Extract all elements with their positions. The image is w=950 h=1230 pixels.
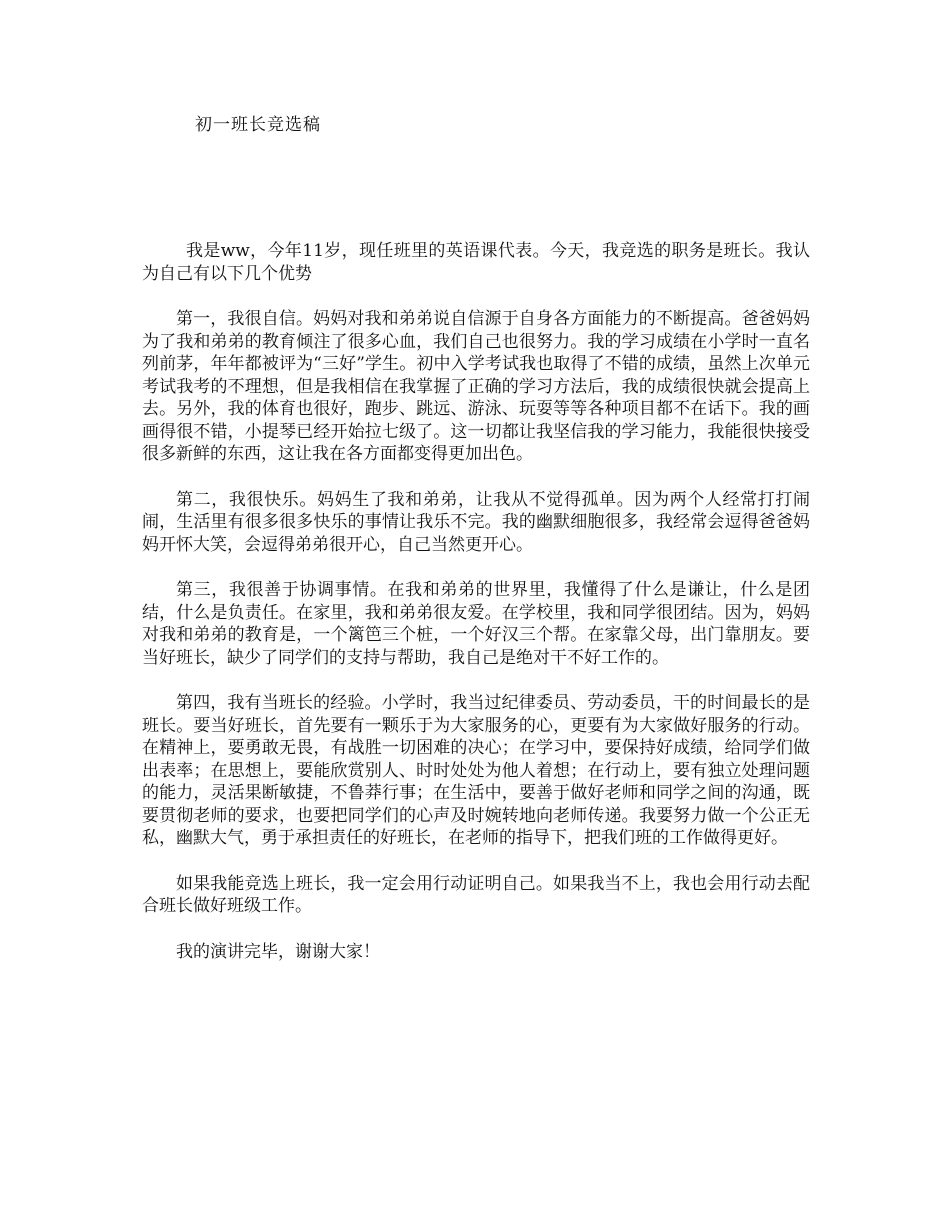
paragraph-closing: 我的演讲完毕，谢谢大家！: [176, 941, 380, 962]
document-title: 初一班长竞选稿: [195, 115, 321, 135]
paragraph-conclusion: 如果我能竞选上班长，我一定会用行动证明自己。如果我当不上，我也会用行动去配合班长做好班级工作。: [142, 873, 810, 916]
paragraph-fourth-point: 第四，我有当班长的经验。小学时，我当过纪律委员、劳动委员，干的时间最长的是班长。要当好班长，首先要有一颗乐于为大家服务的心，更要有为大家做好服务的行动。在精神上，要勇敢无畏，有战胜一切困难的决心；在学习中，要保持好成绩，给同学们做出表率；在思想上，要能欣赏别人、时时处处为他人着想；在行动上，要有独立处理问题的能力，灵活果断敏捷，不鲁莽行事；在生活中，要善于做好老师和同学之间的沟通，既要贯彻老师的要求，也要把同学们的心声及时婉转地向老师传递。我要努力做一个公正无私，幽默大气，勇于承担责任的好班长，在老师的指导下，把我们班的工作做得更好。: [142, 693, 810, 848]
paragraph-intro: 我是ww，今年11岁，现任班里的英语课代表。今天，我竞选的职务是班长。我认为自己有以下几个优势: [142, 241, 810, 284]
document-body: [142, 240, 810, 986]
paragraph-second-point: 第二，我很快乐。妈妈生了我和弟弟，让我从不觉得孤单。因为两个人经常打打闹闹，生活里有很多很多快乐的事情让我乐不完。我的幽默细胞很多，我经常会逗得爸爸妈妈开怀大笑，会逗得弟弟很开心，自己当然更开心。: [142, 489, 810, 555]
paragraph-third-point: 第三，我很善于协调事情。在我和弟弟的世界里，我懂得了什么是谦让，什么是团结，什么是负责任。在家里，我和弟弟很友爱。在学校里，我和同学很团结。因为，妈妈对我和弟弟的教育是，一个篱笆三个桩，一个好汉三个帮。在家靠父母，出门靠朋友。要当好班长，缺少了同学们的支持与帮助，我自己是绝对干不好工作的。: [142, 580, 810, 668]
paragraph-first-point: 第一，我很自信。妈妈对我和弟弟说自信源于自身各方面能力的不断提高。爸爸妈妈为了我和弟弟的教育倾注了很多心血，我们自己也很努力。我的学习成绩在小学时一直名列前茅，年年都被评为“三好”学生。初中入学考试我也取得了不错的成绩，虽然上次单元考试我考的不理想，但是我相信在我掌握了正确的学习方法后，我的成绩很快就会提高上去。另外，我的体育也很好，跑步、跳远、游泳、玩耍等等各种项目都不在话下。我的画画得很不错，小提琴已经开始拉七级了。这一切都让我坚信我的学习能力，我能很快接受很多新鲜的东西，这让我在各方面都变得更加出色。: [142, 309, 810, 464]
